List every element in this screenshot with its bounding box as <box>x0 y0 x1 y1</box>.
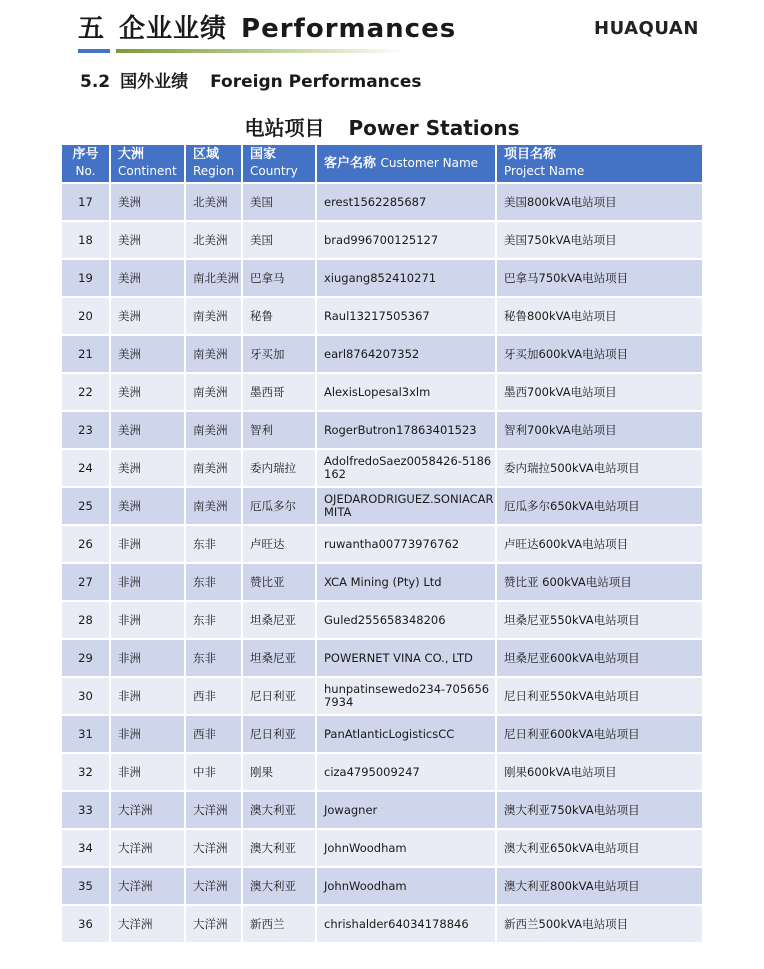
cell-no: 27 <box>62 563 110 601</box>
cell-customer: erest1562285687 <box>316 183 496 221</box>
cell-continent: 美洲 <box>110 183 185 221</box>
cell-country: 智利 <box>242 411 316 449</box>
cell-customer: earl8764207352 <box>316 335 496 373</box>
cell-project: 墨西700kVA电站项目 <box>496 373 702 411</box>
cell-customer: OJEDARODRIGUEZ.SONIACARMITA <box>316 487 496 525</box>
cell-project: 刚果600kVA电站项目 <box>496 753 702 791</box>
cell-continent: 大洋洲 <box>110 867 185 905</box>
col-header-project-en: Project Name <box>504 164 585 178</box>
cell-region: 南美洲 <box>185 411 242 449</box>
cell-country: 尼日利亚 <box>242 677 316 715</box>
col-header-continent <box>110 145 185 183</box>
table-row <box>62 449 702 487</box>
cell-customer: ruwantha00773976762 <box>316 525 496 563</box>
cell-no: 17 <box>62 183 110 221</box>
col-header-country-cn: 国家 <box>250 147 277 162</box>
cell-region: 南美洲 <box>185 487 242 525</box>
cell-project: 厄瓜多尔650kVA电站项目 <box>496 487 702 525</box>
cell-project: 澳大利亚800kVA电站项目 <box>496 867 702 905</box>
page-title <box>78 8 456 45</box>
cell-project: 坦桑尼亚600kVA电站项目 <box>496 639 702 677</box>
cell-country: 墨西哥 <box>242 373 316 411</box>
cell-continent: 非洲 <box>110 715 185 753</box>
cell-country: 秘鲁 <box>242 297 316 335</box>
cell-customer: XCA Mining (Pty) Ltd <box>316 563 496 601</box>
col-header-country <box>242 145 316 183</box>
cell-project: 澳大利亚650kVA电站项目 <box>496 829 702 867</box>
cell-continent: 非洲 <box>110 677 185 715</box>
table-row <box>62 563 702 601</box>
cell-project: 尼日利亚550kVA电站项目 <box>496 677 702 715</box>
cell-no: 34 <box>62 829 110 867</box>
cell-no: 23 <box>62 411 110 449</box>
cell-continent: 美洲 <box>110 221 185 259</box>
cell-continent: 非洲 <box>110 601 185 639</box>
title-cn: 企业业绩 <box>119 14 228 44</box>
cell-region: 南美洲 <box>185 449 242 487</box>
col-header-continent-en: Continent <box>118 164 177 178</box>
cell-country: 委内瑞拉 <box>242 449 316 487</box>
table-header-row <box>62 145 702 183</box>
cell-customer: Raul13217505367 <box>316 297 496 335</box>
cell-project: 巴拿马750kVA电站项目 <box>496 259 702 297</box>
cell-project: 牙买加600kVA电站项目 <box>496 335 702 373</box>
section-heading-cn: 国外业绩 <box>120 72 189 92</box>
section-heading <box>80 67 422 92</box>
power-stations-table <box>62 145 702 942</box>
cell-region: 北美洲 <box>185 183 242 221</box>
cell-country: 美国 <box>242 221 316 259</box>
cell-project: 智利700kVA电站项目 <box>496 411 702 449</box>
col-header-no-en: No. <box>75 164 96 178</box>
col-header-region <box>185 145 242 183</box>
table-row <box>62 715 702 753</box>
cell-customer: hunpatinsewedo234-7056567934 <box>316 677 496 715</box>
cell-no: 30 <box>62 677 110 715</box>
cell-customer: AlexisLopesal3xlm <box>316 373 496 411</box>
cell-no: 22 <box>62 373 110 411</box>
cell-continent: 非洲 <box>110 639 185 677</box>
cell-no: 20 <box>62 297 110 335</box>
cell-region: 南美洲 <box>185 335 242 373</box>
table-row <box>62 601 702 639</box>
table-row <box>62 677 702 715</box>
col-header-customer <box>316 145 496 183</box>
col-header-country-en: Country <box>250 164 298 178</box>
cell-customer: xiugang852410271 <box>316 259 496 297</box>
cell-no: 18 <box>62 221 110 259</box>
cell-customer: JohnWoodham <box>316 829 496 867</box>
cell-continent: 美洲 <box>110 297 185 335</box>
section-heading-en: Foreign Performances <box>210 72 422 92</box>
col-header-region-en: Region <box>193 164 235 178</box>
col-header-project-cn: 项目名称 <box>504 147 557 162</box>
title-underline-accent <box>78 49 110 53</box>
cell-region: 西非 <box>185 715 242 753</box>
table-row <box>62 297 702 335</box>
cell-project: 赞比亚 600kVA电站项目 <box>496 563 702 601</box>
table-row <box>62 335 702 373</box>
table-row <box>62 753 702 791</box>
cell-no: 29 <box>62 639 110 677</box>
cell-continent: 美洲 <box>110 335 185 373</box>
cell-project: 坦桑尼亚550kVA电站项目 <box>496 601 702 639</box>
cell-continent: 美洲 <box>110 373 185 411</box>
cell-customer: Guled255658348206 <box>316 601 496 639</box>
cell-no: 36 <box>62 905 110 942</box>
cell-country: 赞比亚 <box>242 563 316 601</box>
cell-region: 南美洲 <box>185 373 242 411</box>
cell-no: 24 <box>62 449 110 487</box>
table-row <box>62 867 702 905</box>
col-header-customer-en: Customer Name <box>380 156 479 170</box>
section-heading-num: 5.2 <box>80 72 111 92</box>
cell-country: 卢旺达 <box>242 525 316 563</box>
cell-continent: 美洲 <box>110 449 185 487</box>
table-row <box>62 259 702 297</box>
cell-customer: RogerButron17863401523 <box>316 411 496 449</box>
cell-no: 28 <box>62 601 110 639</box>
table-row <box>62 905 702 942</box>
table-row <box>62 221 702 259</box>
cell-continent: 美洲 <box>110 259 185 297</box>
cell-customer: brad996700125127 <box>316 221 496 259</box>
cell-country: 坦桑尼亚 <box>242 639 316 677</box>
cell-continent: 非洲 <box>110 563 185 601</box>
cell-continent: 美洲 <box>110 487 185 525</box>
cell-project: 美国800kVA电站项目 <box>496 183 702 221</box>
cell-no: 32 <box>62 753 110 791</box>
table-row <box>62 411 702 449</box>
cell-customer: JohnWoodham <box>316 867 496 905</box>
cell-no: 21 <box>62 335 110 373</box>
section-number: 五 <box>78 14 106 44</box>
cell-region: 大洋洲 <box>185 867 242 905</box>
cell-region: 南美洲 <box>185 297 242 335</box>
cell-country: 牙买加 <box>242 335 316 373</box>
cell-continent: 非洲 <box>110 753 185 791</box>
title-underline-gradient <box>116 49 406 53</box>
cell-customer: AdolfredoSaez0058426-5186162 <box>316 449 496 487</box>
table-row <box>62 525 702 563</box>
col-header-continent-cn: 大洲 <box>118 147 145 162</box>
cell-no: 31 <box>62 715 110 753</box>
cell-continent: 非洲 <box>110 525 185 563</box>
cell-country: 坦桑尼亚 <box>242 601 316 639</box>
cell-continent: 大洋洲 <box>110 905 185 942</box>
table-title-cn: 电站项目 <box>244 116 325 140</box>
cell-region: 东非 <box>185 601 242 639</box>
table-body <box>62 183 702 942</box>
cell-customer: POWERNET VINA CO., LTD <box>316 639 496 677</box>
col-header-region-cn: 区域 <box>193 147 220 162</box>
cell-region: 大洋洲 <box>185 791 242 829</box>
table-title-en: Power Stations <box>348 116 520 140</box>
cell-customer: ciza4795009247 <box>316 753 496 791</box>
table-row <box>62 487 702 525</box>
title-en: Performances <box>241 14 457 44</box>
cell-no: 26 <box>62 525 110 563</box>
table-row <box>62 829 702 867</box>
cell-region: 北美洲 <box>185 221 242 259</box>
cell-region: 西非 <box>185 677 242 715</box>
cell-project: 澳大利亚750kVA电站项目 <box>496 791 702 829</box>
cell-region: 东非 <box>185 639 242 677</box>
table-row <box>62 183 702 221</box>
cell-continent: 大洋洲 <box>110 791 185 829</box>
cell-country: 厄瓜多尔 <box>242 487 316 525</box>
huaquan-logo: HUAQUAN <box>594 18 699 39</box>
cell-country: 澳大利亚 <box>242 791 316 829</box>
cell-project: 卢旺达600kVA电站项目 <box>496 525 702 563</box>
table-row <box>62 791 702 829</box>
cell-customer: chrishalder64034178846 <box>316 905 496 942</box>
cell-no: 35 <box>62 867 110 905</box>
cell-no: 33 <box>62 791 110 829</box>
cell-region: 大洋洲 <box>185 829 242 867</box>
cell-project: 美国750kVA电站项目 <box>496 221 702 259</box>
table-title <box>0 112 764 141</box>
col-header-project <box>496 145 702 183</box>
cell-customer: PanAtlanticLogisticsCC <box>316 715 496 753</box>
cell-region: 东非 <box>185 525 242 563</box>
cell-project: 秘鲁800kVA电站项目 <box>496 297 702 335</box>
cell-project: 委内瑞拉500kVA电站项目 <box>496 449 702 487</box>
table-row <box>62 373 702 411</box>
cell-continent: 大洋洲 <box>110 829 185 867</box>
col-header-customer-cn: 客户名称 <box>324 156 377 171</box>
cell-no: 25 <box>62 487 110 525</box>
cell-country: 新西兰 <box>242 905 316 942</box>
cell-no: 19 <box>62 259 110 297</box>
col-header-no-cn: 序号 <box>72 147 99 162</box>
cell-country: 尼日利亚 <box>242 715 316 753</box>
cell-continent: 美洲 <box>110 411 185 449</box>
cell-project: 新西兰500kVA电站项目 <box>496 905 702 942</box>
table-row <box>62 639 702 677</box>
cell-region: 中非 <box>185 753 242 791</box>
col-header-no <box>62 145 110 183</box>
cell-country: 巴拿马 <box>242 259 316 297</box>
cell-region: 东非 <box>185 563 242 601</box>
cell-country: 美国 <box>242 183 316 221</box>
cell-country: 刚果 <box>242 753 316 791</box>
cell-region: 南北美洲 <box>185 259 242 297</box>
cell-customer: Jowagner <box>316 791 496 829</box>
cell-region: 大洋洲 <box>185 905 242 942</box>
cell-country: 澳大利亚 <box>242 829 316 867</box>
cell-country: 澳大利亚 <box>242 867 316 905</box>
cell-project: 尼日利亚600kVA电站项目 <box>496 715 702 753</box>
